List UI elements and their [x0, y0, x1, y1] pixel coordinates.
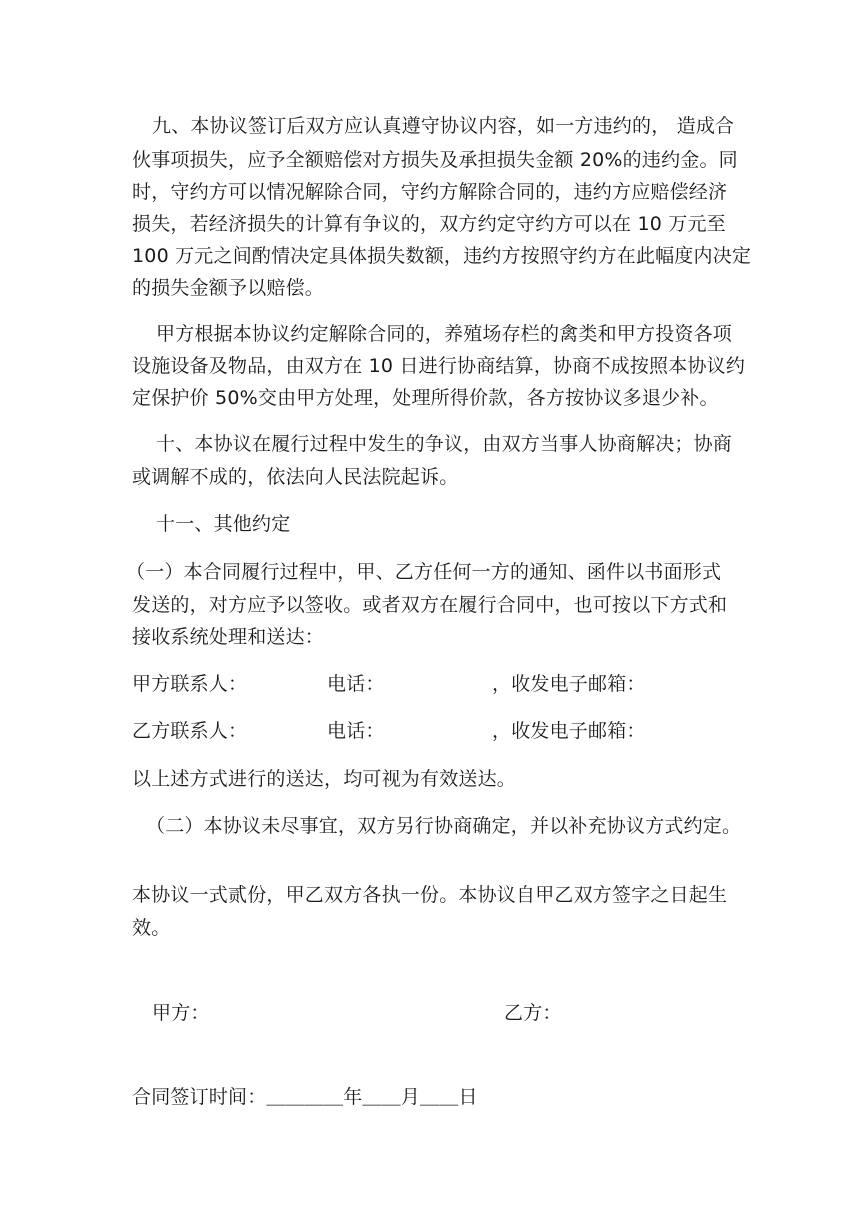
copies-line: 本协议一式贰份，甲乙双方各执一份。本协议自甲乙双方签字之日起生	[132, 884, 728, 906]
item-1-line: （一）本合同履行过程中，甲、乙方任何一方的通知、函件以书面形式	[126, 561, 722, 583]
clause-10-line: 或调解不成的，依法向人民法院起诉。	[132, 466, 459, 488]
party-b-contact-label: 乙方联系人：	[132, 720, 248, 742]
service-valid-statement: 以上述方式进行的送达，均可视为有效送达。	[132, 768, 517, 790]
termination-line: 定保护价 50%交由甲方处理，处理所得价款，各方按协议多退少补。	[132, 387, 719, 409]
party-a-phone-label: 电话：	[327, 673, 385, 695]
day-label: 日	[458, 1086, 478, 1108]
clause-9-line: 伙事项损失，应予全额赔偿对方损失及承担损失金额 20%的违约金。同	[132, 149, 738, 171]
clause-10-line: 十、本协议在履行过程中发生的争议，由双方当事人协商解决；协商	[156, 433, 733, 455]
year-label: 年	[343, 1086, 363, 1108]
month-blank: ＿＿	[362, 1086, 401, 1108]
party-a-email-label: ，收发电子邮箱：	[492, 673, 646, 695]
signing-date-line	[132, 1085, 478, 1109]
termination-line: 甲方根据本协议约定解除合同的，养殖场存栏的禽类和甲方投资各项	[156, 323, 733, 345]
year-blank: ＿＿＿＿	[266, 1086, 344, 1108]
clause-9-line: 时，守约方可以情况解除合同，守约方解除合同的，违约方应赔偿经济	[132, 181, 728, 203]
day-blank: ＿＿	[420, 1086, 459, 1108]
clause-9-line: 损失，若经济损失的计算有争议的，双方约定守约方可以在 10 万元至	[132, 213, 726, 235]
item-1-line: 发送的，对方应予以签收。或者双方在履行合同中，也可按以下方式和	[132, 594, 728, 616]
clause-11-heading: 十一、其他约定	[156, 513, 291, 535]
party-b-email-label: ，收发电子邮箱：	[492, 720, 646, 742]
clause-9-line: 100 万元之间酌情决定具体损失数额，违约方按照守约方在此幅度内决定	[132, 245, 752, 267]
clause-9-line: 的损失金额予以赔偿。	[132, 277, 325, 299]
party-a-contact-label: 甲方联系人：	[132, 673, 248, 695]
contact-row-party-b	[0, 719, 868, 743]
contact-row-party-a	[0, 672, 868, 696]
party-a-signature-label: 甲方：	[152, 1002, 210, 1024]
item-1-line: 接收系统处理和送达：	[132, 626, 325, 648]
month-label: 月	[400, 1086, 421, 1108]
termination-line: 设施设备及物品，由双方在 10 日进行协商结算，协商不成按照本协议约	[132, 355, 746, 377]
party-b-phone-label: 电话：	[327, 720, 385, 742]
signing-date-label: 合同签订时间：	[132, 1086, 267, 1108]
clause-11-item-2: （二）本协议未尽事宜，双方另行协商确定，并以补充协议方式约定。	[146, 815, 742, 837]
party-b-signature-label: 乙方：	[504, 1002, 562, 1024]
copies-line: 效。	[132, 917, 171, 939]
clause-9-line: 九、本协议签订后双方应认真遵守协议内容，如一方违约的， 造成合	[152, 115, 735, 137]
